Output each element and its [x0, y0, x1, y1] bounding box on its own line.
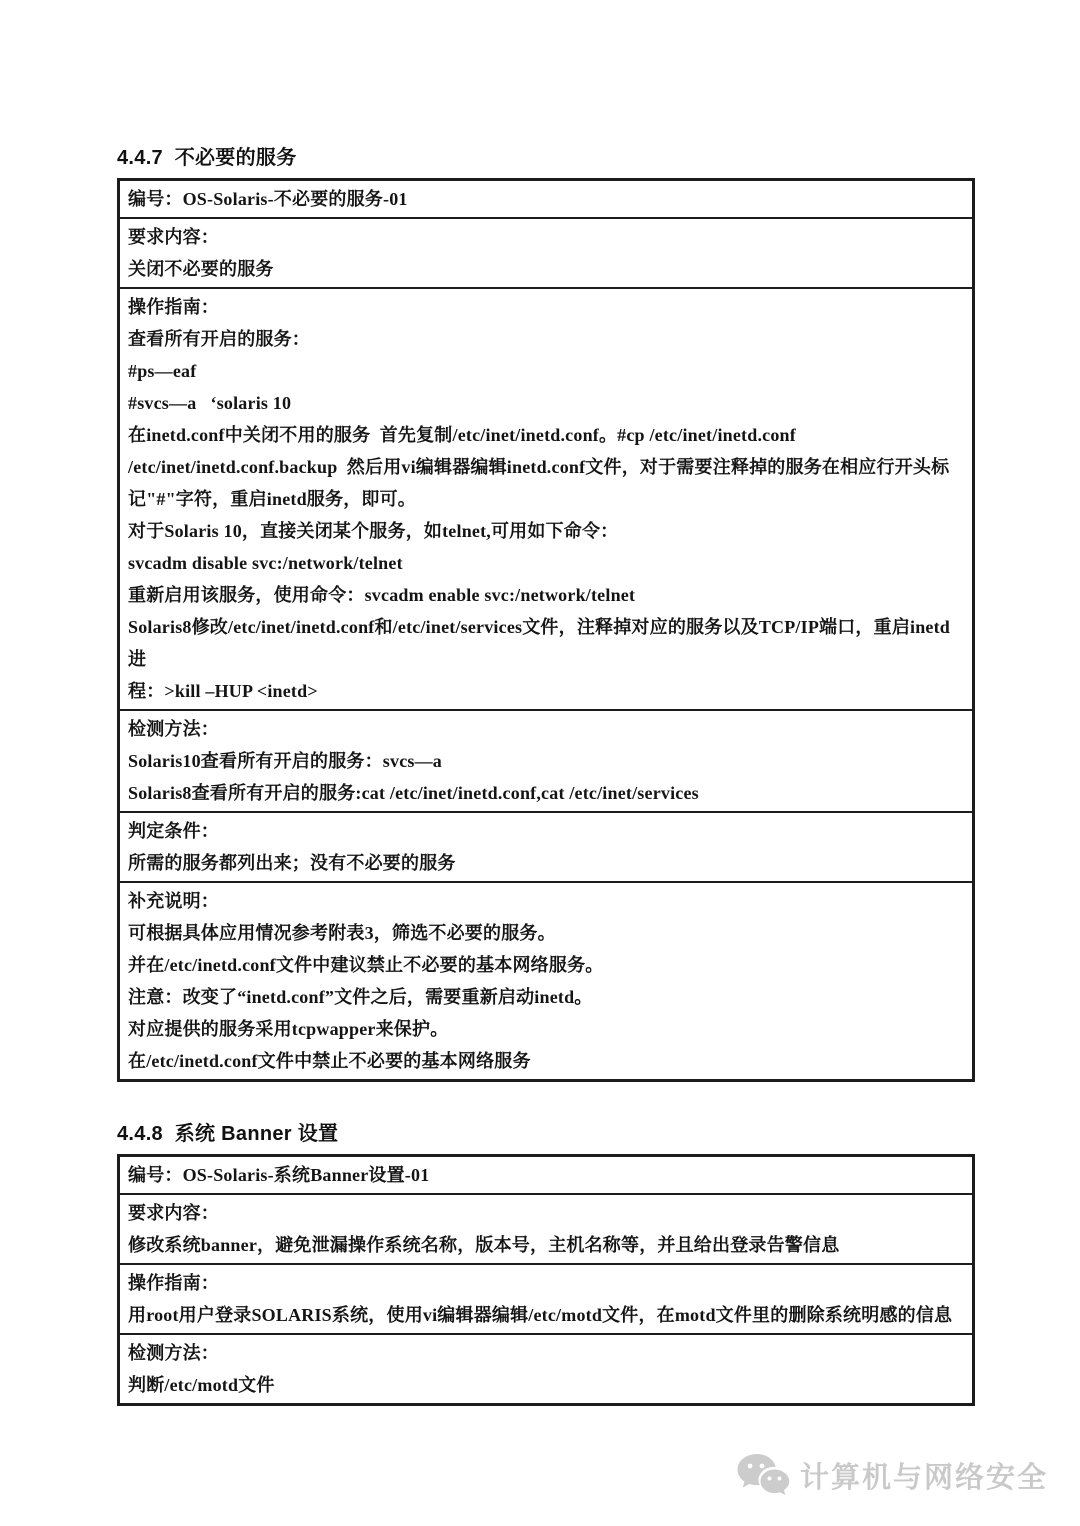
table-row	[120, 813, 972, 883]
table-line: 程：>kill –HUP <inetd>	[128, 681, 318, 701]
table-line: 判定条件：	[128, 821, 219, 841]
table-line: 对应提供的服务采用tcpwapper来保护。	[128, 1019, 449, 1039]
table-line: 并在/etc/inetd.conf文件中建议禁止不必要的基本网络服务。	[128, 955, 604, 975]
page-content	[117, 146, 975, 1406]
requirement-table-system-banner	[117, 1154, 975, 1406]
table-line: 判断/etc/motd文件	[128, 1375, 275, 1395]
watermark	[736, 1452, 1048, 1498]
table-line: 检测方法：	[128, 1343, 219, 1363]
table-line: 要求内容：	[128, 1203, 219, 1223]
table-line: 编号：OS-Solaris-系统Banner设置-01	[128, 1165, 430, 1185]
table-line: 在/etc/inetd.conf文件中禁止不必要的基本网络服务	[128, 1051, 531, 1071]
table-line: 用root用户登录SOLARIS系统，使用vi编辑器编辑/etc/motd文件，在motd文件里的删除系统明感的信息	[128, 1305, 953, 1325]
table-line: 对于Solaris 10，直接关闭某个服务，如telnet,可用如下命令：	[128, 521, 619, 541]
table-row	[120, 181, 972, 219]
table-line: 要求内容：	[128, 227, 219, 247]
table-line: 关闭不必要的服务	[128, 259, 274, 279]
table-row	[120, 883, 972, 1079]
table-line: Solaris10查看所有开启的服务：svcs—a	[128, 751, 443, 771]
table-row	[120, 219, 972, 289]
table-line: /etc/inet/inetd.conf.backup 然后用vi编辑器编辑inetd.conf文件，对于需要注释掉的服务在相应行开头标	[128, 457, 950, 477]
table-line: svcadm disable svc:/network/telnet	[128, 553, 403, 573]
table-line: 修改系统banner，避免泄漏操作系统名称，版本号，主机名称等，并且给出登录告警信息	[128, 1235, 840, 1255]
section-system-banner	[117, 1122, 975, 1406]
section-heading-4-4-7: 4.4.7 不必要的服务	[117, 147, 297, 169]
requirement-table-unnecessary-services	[117, 178, 975, 1082]
table-line: 重新启用该服务，使用命令：svcadm enable svc:/network/telnet	[128, 585, 636, 605]
table-line: Solaris8修改/etc/inet/inetd.conf和/etc/inet/services文件，注释掉对应的服务以及TCP/IP端口，重启inetd进	[128, 617, 951, 669]
table-line: #svcs—a ‘solaris 10	[128, 393, 292, 413]
section-heading-4-4-8: 4.4.8 系统 Banner 设置	[117, 1123, 339, 1145]
table-line: 记"#"字符，重启inetd服务，即可。	[128, 489, 416, 509]
table-row	[120, 711, 972, 813]
table-row	[120, 1157, 972, 1195]
table-row	[120, 1265, 972, 1335]
table-line: 检测方法：	[128, 719, 219, 739]
table-line: 操作指南：	[128, 1273, 219, 1293]
table-row	[120, 1195, 972, 1265]
watermark-text: 计算机与网络安全	[799, 1461, 1048, 1494]
wechat-icon	[736, 1452, 790, 1498]
section-unnecessary-services	[117, 146, 975, 1082]
table-line: 注意：改变了“inetd.conf”文件之后，需要重新启动inetd。	[128, 987, 593, 1007]
table-line: 编号：OS-Solaris-不必要的服务-01	[128, 189, 408, 209]
table-line: #ps—eaf	[128, 361, 197, 381]
table-row	[120, 289, 972, 711]
table-line: 补充说明：	[128, 891, 219, 911]
table-line: Solaris8查看所有开启的服务:cat /etc/inet/inetd.conf,cat /etc/inet/services	[128, 783, 699, 803]
table-line: 操作指南：	[128, 297, 219, 317]
table-line: 查看所有开启的服务：	[128, 329, 310, 349]
table-line: 可根据具体应用情况参考附表3，筛选不必要的服务。	[128, 923, 556, 943]
table-line: 所需的服务都列出来；没有不必要的服务	[128, 853, 456, 873]
table-row	[120, 1335, 972, 1403]
table-line: 在inetd.conf中关闭不用的服务 首先复制/etc/inet/inetd.conf。#cp /etc/inet/inetd.conf	[128, 425, 796, 445]
